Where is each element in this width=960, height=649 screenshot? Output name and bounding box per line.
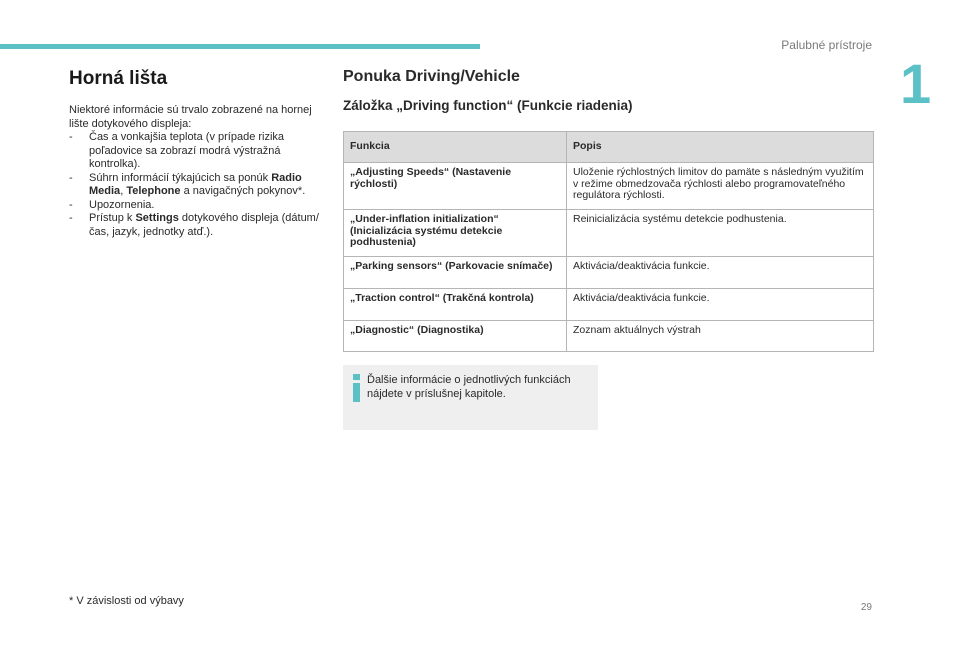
description-cell: Aktivácia/deaktivácia funkcie. (567, 289, 874, 321)
header-accent-bar (0, 44, 480, 49)
table-row (344, 163, 874, 210)
column-header-description: Popis (567, 132, 874, 163)
table-header-row (344, 132, 874, 163)
description-cell: Reinicializácia systému detekcie podhustenia. (567, 210, 874, 257)
footnote: * V závislosti od výbavy (69, 595, 184, 607)
description-cell: Uloženie rýchlostných limitov do pamäte s následným využitím v režime obmedzovača rýchlosti alebo programovateľného regulátora rýchlosti. (567, 163, 874, 210)
list-item (69, 131, 319, 172)
table-row (344, 257, 874, 289)
function-cell: „Adjusting Speeds“ (Nastavenie rýchlosti) (344, 163, 567, 210)
menu-name-settings: Settings (135, 212, 179, 224)
list-item-text: Upozornenia. (89, 198, 155, 211)
function-cell: „Parking sensors“ (Parkovacie snímače) (344, 257, 567, 289)
list-item (69, 172, 319, 199)
info-list (69, 131, 319, 239)
function-cell: „Diagnostic“ (Diagnostika) (344, 321, 567, 352)
column-header-function: Funkcia (344, 132, 567, 163)
list-item-text: dotykového displeja (dátum/čas, jazyk, jednotky atď.). (89, 212, 319, 238)
list-item (69, 212, 319, 239)
left-column (69, 68, 319, 239)
list-item-text: Súhrn informácií týkajúcich sa ponúk (89, 171, 272, 184)
table-row (344, 289, 874, 321)
left-heading: Horná lišta (69, 68, 168, 89)
right-column (343, 68, 874, 336)
list-item-text: , (120, 185, 127, 197)
list-item-text: a navigačných pokynov*. (180, 185, 306, 197)
chapter-number: 1 (900, 52, 932, 115)
info-box (343, 365, 598, 430)
menu-name-telephone: Telephone (126, 185, 181, 197)
info-text: Ďalšie informácie o jednotlivých funkciách nájdete v príslušnej kapitole. (367, 374, 571, 400)
table-row (344, 321, 874, 352)
list-item-text: Čas a vonkajšia teplota (v prípade rizika poľadovice sa zobrazí modrá výstražná kontrolka). (89, 131, 285, 170)
right-heading: Ponuka Driving/Vehicle (343, 68, 520, 85)
intro-text: Niektoré informácie sú trvalo zobrazené na hornej lište dotykového displeja: (69, 104, 312, 130)
menu-name-radio-media: Radio Media (89, 171, 302, 197)
functions-table (343, 131, 874, 352)
tab-subheading: Záložka „Driving function“ (Funkcie riadenia) (343, 98, 633, 113)
description-cell: Aktivácia/deaktivácia funkcie. (567, 257, 874, 289)
info-icon (352, 374, 361, 401)
page-number: 29 (860, 602, 872, 613)
table-row (344, 210, 874, 257)
list-item (69, 199, 319, 213)
list-item-text: Prístup k (89, 212, 136, 224)
function-cell: „Traction control“ (Trakčná kontrola) (344, 289, 567, 321)
description-cell: Zoznam aktuálnych výstrah (567, 321, 874, 352)
section-title: Palubné prístroje (781, 38, 872, 52)
function-cell: „Under-inflation initialization“ (Inicializácia systému detekcie podhustenia) (344, 210, 567, 257)
